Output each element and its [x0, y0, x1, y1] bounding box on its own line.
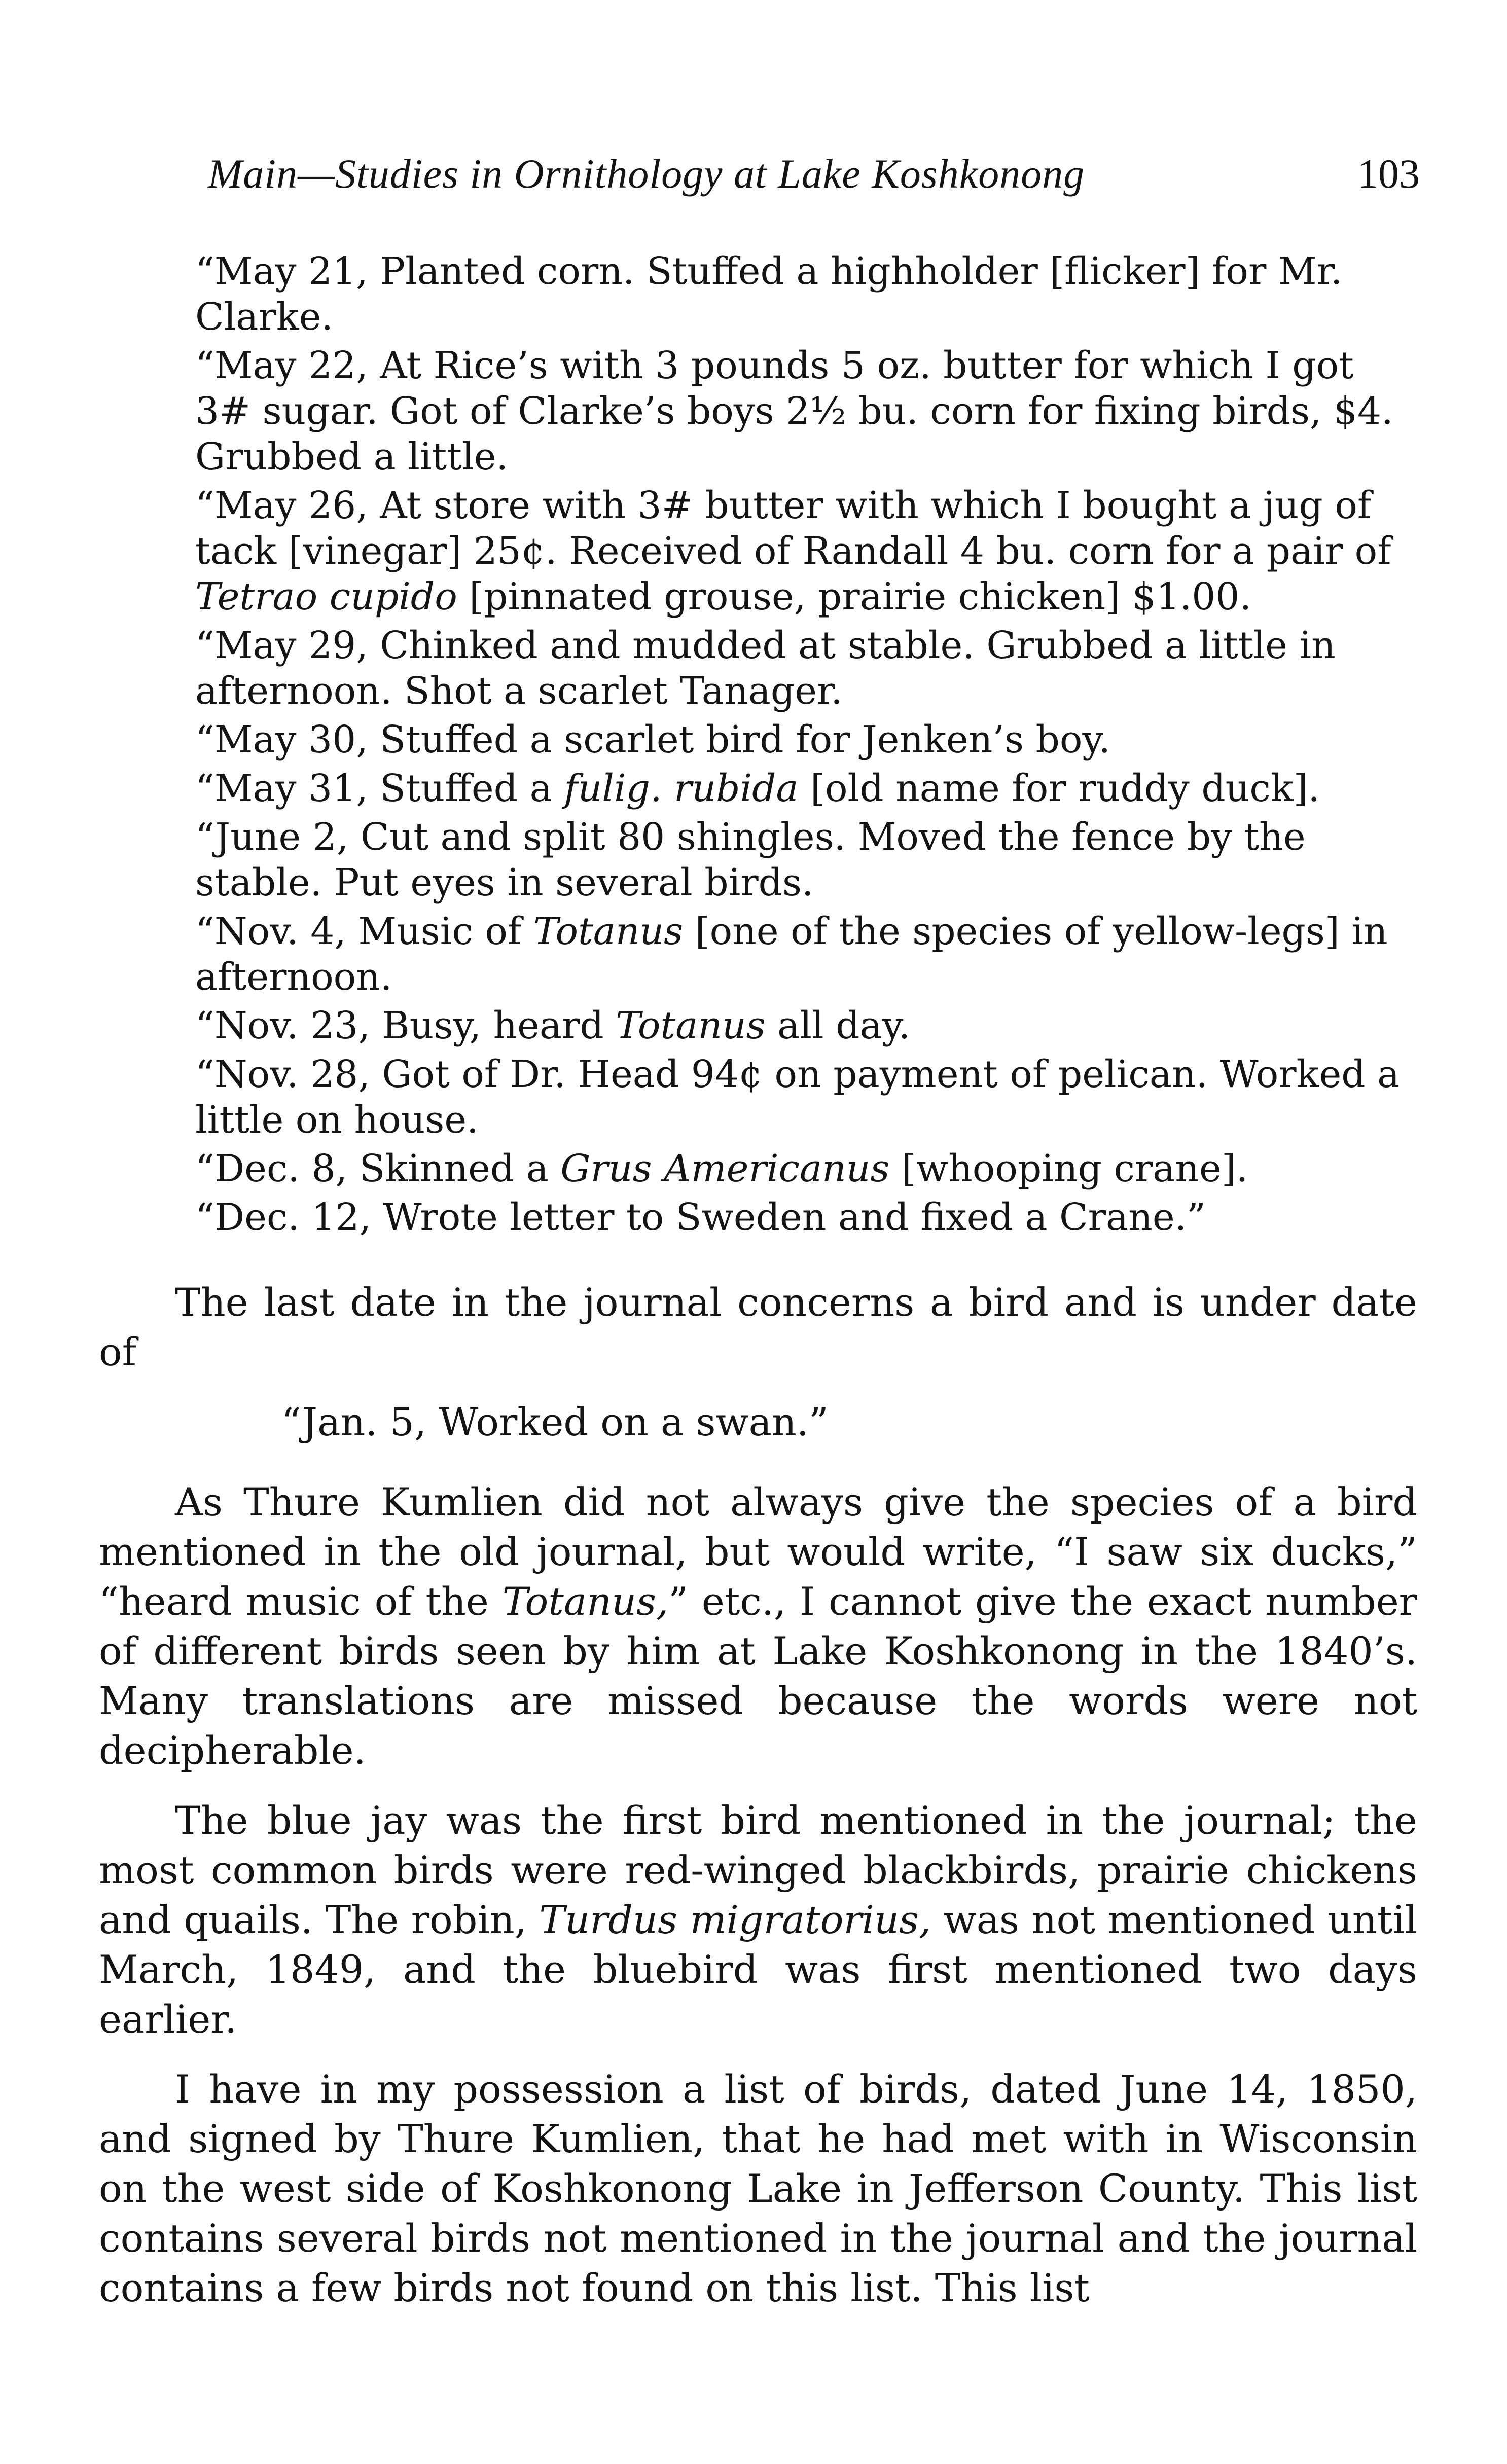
journal-entry: “May 21, Planted corn. Stuffed a highholder [flicker] for Mr. Clarke.: [195, 249, 1343, 339]
journal-entry: “May 26, At store with 3# butter with which I bought a jug of tack [vinegar] 25¢. Received of Randall 4 bu. corn for a pair of Tetrao cupido [pinnated grouse, prairie chicken] $1.00.: [195, 484, 1391, 619]
journal-entry: “May 31, Stuffed a fulig. rubida [old name for ruddy duck].: [195, 767, 1320, 810]
journal-entry: “Nov. 28, Got of Dr. Head 94¢ on payment of pelican. Worked a little on house.: [195, 1053, 1400, 1142]
page-number: 103: [1357, 151, 1420, 197]
journal-entry: “May 29, Chinked and mudded at stable. Grubbed a little in afternoon. Shot a scarlet Tanager.: [195, 624, 1336, 713]
paragraph-bird-list: I have in my possession a list of birds, dated June 14, 1850, and signed by Thure Kumlien, that he had met with in Wisconsin on the west side of Koshkonong Lake in Jefferson County. This list contains several birds not mentioned in the journal and the journal contains a few birds not found on this list. This list: [99, 2067, 1417, 2310]
running-head: [208, 150, 1420, 206]
journal-entries: [195, 248, 1417, 1243]
journal-entry: “May 22, At Rice’s with 3 pounds 5 oz. butter for which I got 3# sugar. Got of Clarke’s boys 2½ bu. corn for fixing birds, $4. Grubbed a little.: [195, 344, 1393, 479]
paragraph-species: As Thure Kumlien did not always give the species of a bird mentioned in the old journal, but would write, “I saw six ducks,” “heard music of the Totanus,” etc., I cannot give the exact number of different birds seen by him at Lake Koshkonong in the 1840’s. Many translations are missed because the words were not decipherable.: [99, 1479, 1418, 1773]
journal-entry: “Nov. 23, Busy, heard Totanus all day.: [195, 1004, 911, 1047]
body-text: [99, 1278, 1417, 2333]
journal-entry: “May 30, Stuffed a scarlet bird for Jenken’s boy.: [195, 718, 1110, 762]
journal-entry: “Nov. 4, Music of Totanus [one of the species of yellow-legs] in afternoon.: [195, 910, 1388, 999]
running-title: Main—Studies in Ornithology at Lake Koshkonong: [208, 151, 1085, 197]
journal-entry: “June 2, Cut and split 80 shingles. Moved the fence by the stable. Put eyes in several birds.: [195, 815, 1306, 904]
paragraph-last-date: The last date in the journal concerns a bird and is under date of: [99, 1280, 1417, 1374]
paragraph-first-bird: The blue jay was the first bird mentioned in the journal; the most common birds were red-winged blackbirds, prairie chickens and quails. The robin, Turdus migratorius, was not mentioned until March, 1849, and the bluebird was first mentioned two days earlier.: [99, 1798, 1417, 2042]
journal-entry: “Dec. 12, Wrote letter to Sweden and fixed a Crane.”: [195, 1195, 1206, 1239]
journal-entry: “Dec. 8, Skinned a Grus Americanus [whooping crane].: [195, 1147, 1248, 1190]
quoted-entry: “Jan. 5, Worked on a swan.”: [281, 1399, 829, 1444]
